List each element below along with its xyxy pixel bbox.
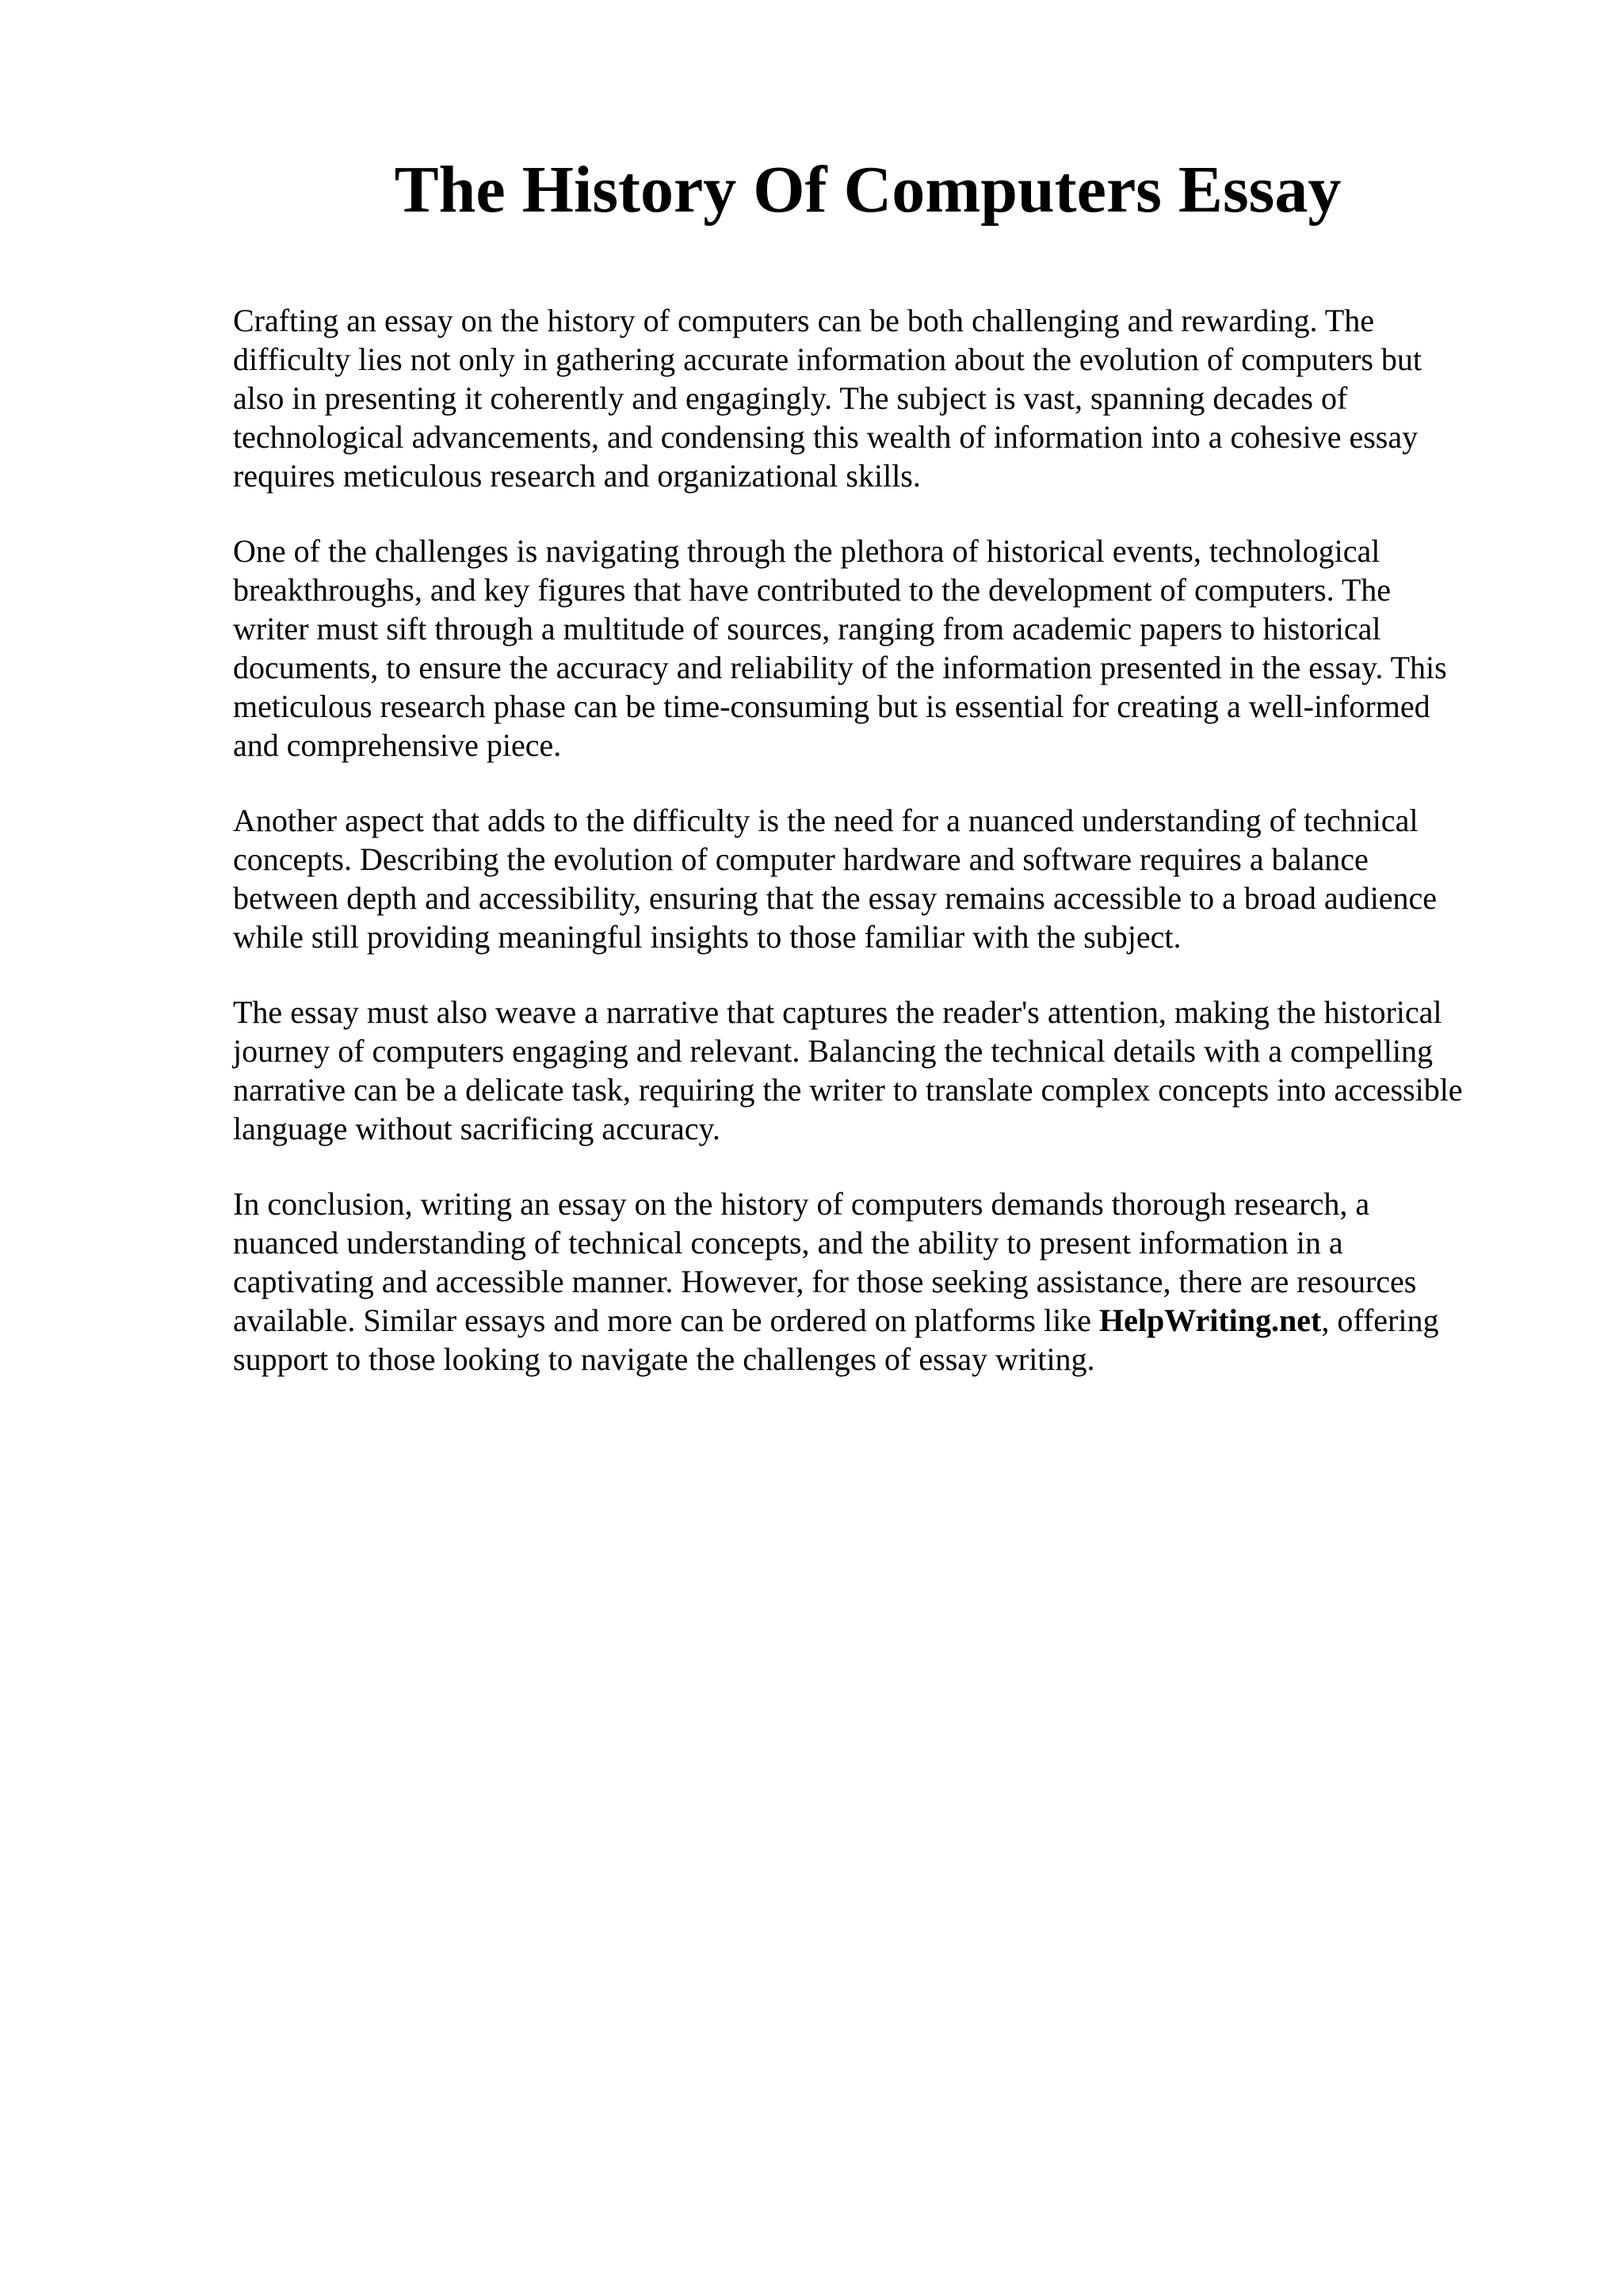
paragraph-3 <box>233 801 1517 956</box>
text-line: Another aspect that adds to the difficulty is the need for a nuanced understanding of technical <box>233 803 1419 838</box>
text-line: The essay must also weave a narrative that captures the reader's attention, making the historical <box>233 994 1442 1030</box>
essay-body <box>233 301 1517 1415</box>
text-line: and comprehensive piece. <box>233 727 562 763</box>
paragraph-5 <box>233 1184 1517 1379</box>
text-line: nuanced understanding of technical concepts, and the ability to present information in a <box>233 1225 1343 1261</box>
text-line: Crafting an essay on the history of computers can be both challenging and rewarding. The <box>233 303 1374 338</box>
text-line: In conclusion, writing an essay on the history of computers demands thorough research, a <box>233 1186 1370 1222</box>
paragraph-1 <box>233 301 1517 495</box>
paragraph-2 <box>233 532 1517 765</box>
text-line: documents, to ensure the accuracy and reliability of the information presented in the essay. This <box>233 650 1447 685</box>
link-line-after: , offering <box>1321 1302 1439 1338</box>
text-line: while still providing meaningful insights to those familiar with the subject. <box>233 919 1182 955</box>
text-line: journey of computers engaging and relevant. Balancing the technical details with a compelling <box>233 1033 1433 1069</box>
text-line: requires meticulous research and organizational skills. <box>233 458 921 494</box>
text-line: language without sacrificing accuracy. <box>233 1111 720 1146</box>
text-line: narrative can be a delicate task, requiring the writer to translate complex concepts into accessible <box>233 1072 1463 1108</box>
text-line: meticulous research phase can be time-consuming but is essential for creating a well-informed <box>233 688 1430 724</box>
text-line: support to those looking to navigate the challenges of essay writing. <box>233 1341 1095 1377</box>
helpwriting-link[interactable]: HelpWriting.net <box>1098 1302 1322 1338</box>
page-title: The History Of Computers Essay <box>394 153 1342 227</box>
text-line: technological advancements, and condensing this wealth of information into a cohesive essay <box>233 419 1419 455</box>
text-line: difficulty lies not only in gathering accurate information about the evolution of computers but <box>233 341 1422 377</box>
paragraph-4 <box>233 993 1517 1148</box>
text-line: concepts. Describing the evolution of computer hardware and software requires a balance <box>233 841 1369 877</box>
text-line: between depth and accessibility, ensuring that the essay remains accessible to a broad audience <box>233 880 1438 916</box>
link-line-before: available. Similar essays and more can be ordered on platforms like <box>233 1302 1099 1338</box>
text-line: One of the challenges is navigating through the plethora of historical events, technological <box>233 533 1381 569</box>
text-line-with-link <box>233 1301 1517 1340</box>
text-line: writer must sift through a multitude of sources, ranging from academic papers to historical <box>233 611 1381 646</box>
text-line: captivating and accessible manner. However, for those seeking assistance, there are resources <box>233 1264 1417 1299</box>
text-line: also in presenting it coherently and engagingly. The subject is vast, spanning decades of <box>233 380 1348 416</box>
text-line: breakthroughs, and key figures that have contributed to the development of computers. The <box>233 572 1392 608</box>
